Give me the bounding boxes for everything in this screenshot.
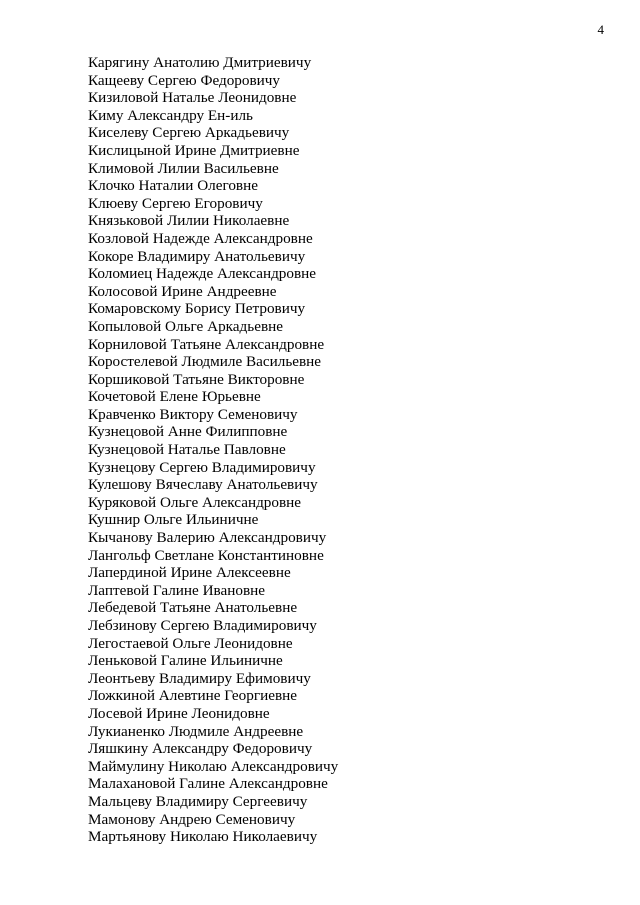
list-item: Лукианенко Людмиле Андреевне — [88, 722, 304, 740]
list-item: Киму Александру Ен-иль — [88, 106, 253, 124]
list-item: Корниловой Татьяне Александровне — [88, 335, 325, 353]
list-item: Кузнецовой Анне Филипповне — [88, 423, 288, 441]
list-item: Копыловой Ольге Аркадьевне — [88, 317, 283, 335]
list-item: Клочко Наталии Олеговне — [88, 177, 258, 195]
list-item: Коломиец Надежде Александровне — [88, 265, 317, 283]
list-item: Карягину Анатолию Дмитриевичу — [88, 54, 312, 71]
list-item: Лангольф Светлане Константиновне — [88, 546, 324, 564]
list-item: Кочетовой Елене Юрьевне — [88, 388, 261, 406]
list-item: Киселеву Сергею Аркадьевичу — [88, 124, 290, 142]
page-number: 4 — [597, 22, 604, 37]
list-item: Мальцеву Владимиру Сергеевичу — [88, 792, 308, 810]
list-item: Кузнецовой Наталье Павловне — [88, 441, 286, 459]
list-item: Кузнецову Сергею Владимировичу — [88, 458, 316, 476]
list-item: Кушнир Ольге Ильиничне — [88, 511, 259, 529]
list-item: Кокоре Владимиру Анатольевичу — [88, 247, 306, 265]
list-item: Малахановой Галине Александровне — [88, 775, 328, 793]
list-item: Коршиковой Татьяне Викторовне — [88, 370, 305, 388]
list-item: Легостаевой Ольге Леонидовне — [88, 634, 293, 652]
list-item: Леонтьеву Владимиру Ефимовичу — [88, 669, 311, 687]
list-item: Кравченко Виктору Семеновичу — [88, 405, 298, 423]
list-item: Кащееву Сергею Федоровичу — [88, 71, 281, 89]
list-item: Лосевой Ирине Леонидовне — [88, 704, 270, 722]
list-item: Комаровскому Борису Петровичу — [88, 300, 306, 318]
list-item: Маймулину Николаю Александровичу — [88, 757, 339, 775]
list-item: Лапердиной Ирине Алексеевне — [88, 564, 291, 582]
list-item: Лебзинову Сергею Владимировичу — [88, 617, 317, 634]
list-item: Ляшкину Александру Федоровичу — [88, 740, 313, 758]
list-item: Мартьянову Николаю Николаевичу — [88, 828, 318, 846]
list-item: Колосовой Ирине Андреевне — [88, 282, 277, 300]
list-item: Куряковой Ольге Александровне — [88, 493, 302, 511]
name-list — [88, 54, 338, 846]
list-item: Мамонову Андрею Семеновичу — [88, 810, 296, 828]
list-item: Кулешову Вячеславу Анатольевичу — [88, 476, 318, 494]
list-item: Леньковой Галине Ильиничне — [88, 652, 283, 670]
list-item: Кислицыной Ирине Дмитриевне — [88, 141, 300, 159]
list-item: Лебедевой Татьяне Анатольевне — [88, 599, 298, 617]
list-item: Лаптевой Галине Ивановне — [88, 581, 266, 599]
list-item: Кизиловой Наталье Леонидовне — [88, 89, 297, 107]
list-item: Коростелевой Людмиле Васильевне — [88, 353, 322, 371]
list-item: Ложкиной Алевтине Георгиевне — [88, 687, 297, 705]
list-item: Кычанову Валерию Александровичу — [88, 529, 327, 547]
list-item: Козловой Надежде Александровне — [88, 229, 313, 247]
list-item: Климовой Лилии Васильевне — [88, 159, 279, 177]
list-item: Князьковой Лилии Николаевне — [88, 212, 290, 230]
list-item: Клюеву Сергею Егоровичу — [88, 194, 263, 212]
